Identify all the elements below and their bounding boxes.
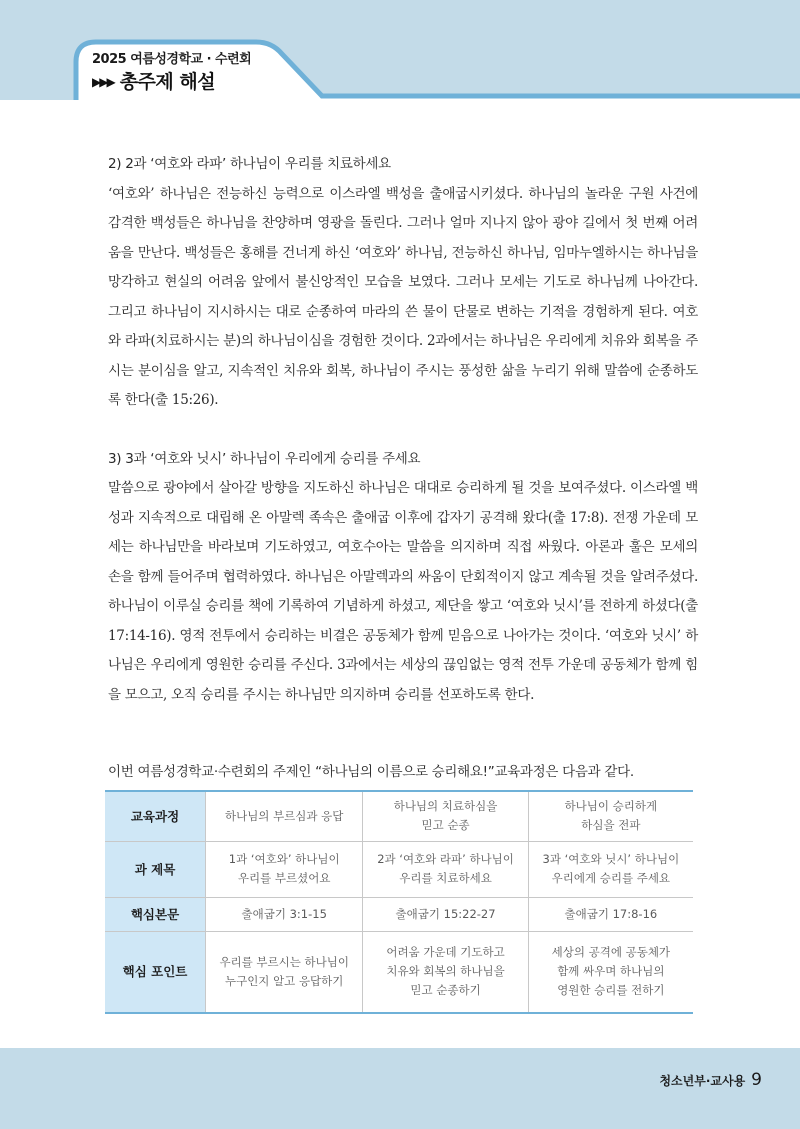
table-cell: 우리를 부르시는 하나님이 누구인지 알고 응답하기 xyxy=(206,931,363,1013)
header-subtitle: 2025 여름성경학교 · 수련회 xyxy=(92,52,252,67)
section-3-heading: 3) 3과 ‘여호와 닛시’ 하나님이 우리에게 승리를 주세요 xyxy=(108,450,421,467)
footer-label: 청소년부·교사용 xyxy=(659,1074,746,1088)
article-body xyxy=(108,150,698,710)
table-row xyxy=(105,841,693,897)
table-cell: 출애굽기 17:8-16 xyxy=(528,897,693,931)
section-3-paragraph: 말씀으로 광야에서 살아갈 방향을 지도하신 하나님은 대대로 승리하게 될 것을 보여주셨다. 이스라엘 백성과 지속적으로 대립해 온 아말렉 족속은 출애굽 이후에 갑자기 공격해 왔다(출 17:8). 전쟁 가운데 모세는 하나님만을 바라보며 기도하였고, 여호수아는 말씀을 의지하며 직접 싸웠다. 아론과 훌은 모세의 손을 함께 들어주며 협력하였다. 하나님은 아말렉과의 싸움이 단회적이지 않고 계속될 것을 알려주셨다. 하나님이 이루실 승리를 책에 기록하여 기념하게 하셨고, 제단을 쌓고 ‘여호와 닛시’를 전하게 하셨다(출 17:14-16). 영적 전투에서 승리하는 비결은 공동체가 함께 믿음으로 나아가는 것이다. ‘여호와 닛시’ 하나님은 우리에게 영원한 승리를 주신다. 3과에서는 세상의 끊임없는 영적 전투 가운데 공동체가 함께 힘을 모으고, 오직 승리를 주시는 하나님만 의지하며 승리를 선포하도록 한다. xyxy=(108,480,698,703)
table-cell: 하나님의 부르심과 응답 xyxy=(206,791,363,841)
section-2-heading: 2) 2과 ‘여호와 라파’ 하나님이 우리를 치료하세요 xyxy=(108,156,391,172)
table-cell: 하나님의 치료하심을 믿고 순종 xyxy=(363,791,528,841)
page-footer xyxy=(659,1070,762,1090)
table-cell: 세상의 공격에 공동체가 함께 싸우며 하나님의 영원한 승리를 전하기 xyxy=(528,931,693,1013)
table-row xyxy=(105,931,693,1013)
table-cell: 하나님이 승리하게 하심을 전파 xyxy=(528,791,693,841)
row-header: 핵심 포인트 xyxy=(105,931,206,1013)
curriculum-intro: 이번 여름성경학교·수련회의 주제인 “하나님의 이름으로 승리해요!”교육과정은 다음과 같다. xyxy=(108,764,634,780)
curriculum-table xyxy=(105,790,693,1014)
row-header: 교육과정 xyxy=(105,791,206,841)
triple-arrow-icon: ▶▶▶ xyxy=(92,75,114,89)
table-cell: 출애굽기 15:22-27 xyxy=(363,897,528,931)
table-row xyxy=(105,791,693,841)
table-cell: 어려움 가운데 기도하고 치유와 회복의 하나님을 믿고 순종하기 xyxy=(363,931,528,1013)
table-cell: 출애굽기 3:1-15 xyxy=(206,897,363,931)
table-row xyxy=(105,897,693,931)
table-cell: 3과 ‘여호와 닛시’ 하나님이 우리에게 승리를 주세요 xyxy=(528,841,693,897)
row-header: 핵심본문 xyxy=(105,897,206,931)
header-title: 총주제 해설 xyxy=(119,71,216,93)
header-title-row xyxy=(92,67,215,94)
page-number: 9 xyxy=(751,1070,762,1090)
row-header: 과 제목 xyxy=(105,841,206,897)
table-cell: 1과 ‘여호와’ 하나님이 우리를 부르셨어요 xyxy=(206,841,363,897)
section-2-paragraph: ‘여호와’ 하나님은 전능하신 능력으로 이스라엘 백성을 출애굽시키셨다. 하나님의 놀라운 구원 사건에 감격한 백성들은 하나님을 찬양하며 영광을 돌린다. 그러나 얼마 지나지 않아 광야 길에서 첫 번째 어려움을 만난다. 백성들은 홍해를 건너게 하신 ‘여호와’ 하나님, 전능하신 하나님, 임마누엘하시는 하나님을 망각하고 현실의 어려움 앞에서 불신앙적인 모습을 보였다. 그러나 모세는 기도로 하나님께 나아간다. 그리고 하나님이 지시하시는 대로 순종하여 마라의 쓴 물이 단물로 변하는 기적을 경험하게 된다. 여호와 라파(치료하시는 분)의 하나님이심을 경험한 것이다. 2과에서는 하나님은 우리에게 치유와 회복을 주시는 분이심을 알고, 지속적인 치유와 회복, 하나님이 주시는 풍성한 삶을 누리기 위해 말씀에 순종하도록 한다(출 15:26). xyxy=(108,185,698,408)
table-cell: 2과 ‘여호와 라파’ 하나님이 우리를 치료하세요 xyxy=(363,841,528,897)
